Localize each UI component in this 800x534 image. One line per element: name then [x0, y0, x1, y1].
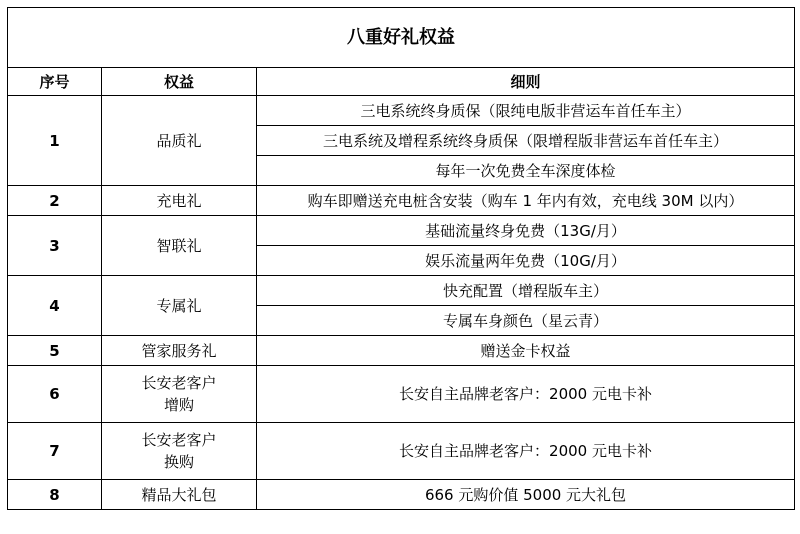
table-row	[8, 276, 795, 306]
row-index: 7	[8, 423, 102, 480]
table-row	[8, 423, 795, 480]
row-detail: 专属车身颜色（星云青）	[257, 306, 795, 336]
row-detail: 666 元购价值 5000 元大礼包	[257, 480, 795, 510]
header-benefit: 权益	[102, 68, 257, 96]
row-benefit	[102, 366, 257, 423]
header-row	[8, 68, 795, 96]
row-detail: 娱乐流量两年免费（10G/月）	[257, 246, 795, 276]
row-index: 1	[8, 96, 102, 186]
row-benefit-line: 换购	[163, 453, 194, 471]
header-index: 序号	[8, 68, 102, 96]
row-benefit: 充电礼	[102, 186, 257, 216]
table-title: 八重好礼权益	[8, 8, 795, 68]
row-benefit: 精品大礼包	[102, 480, 257, 510]
row-detail: 长安自主品牌老客户：2000 元电卡补	[257, 423, 795, 480]
row-detail: 每年一次免费全车深度体检	[257, 156, 795, 186]
row-benefit-line: 长安老客户	[141, 374, 217, 392]
row-benefit: 品质礼	[102, 96, 257, 186]
row-benefit-line: 长安老客户	[141, 431, 217, 449]
table-row	[8, 480, 795, 510]
row-detail: 赠送金卡权益	[257, 336, 795, 366]
row-index: 3	[8, 216, 102, 276]
table-row	[8, 366, 795, 423]
row-detail: 购车即赠送充电桩含安装（购车 1 年内有效，充电线 30M 以内）	[257, 186, 795, 216]
row-benefit	[102, 423, 257, 480]
row-index: 6	[8, 366, 102, 423]
benefits-table	[7, 7, 795, 510]
row-detail: 三电系统终身质保（限纯电版非营运车首任车主）	[257, 96, 795, 126]
row-detail: 长安自主品牌老客户：2000 元电卡补	[257, 366, 795, 423]
row-benefit: 智联礼	[102, 216, 257, 276]
table-row	[8, 336, 795, 366]
row-index: 5	[8, 336, 102, 366]
row-detail: 基础流量终身免费（13G/月）	[257, 216, 795, 246]
row-benefit: 专属礼	[102, 276, 257, 336]
table-row	[8, 96, 795, 126]
row-detail: 三电系统及增程系统终身质保（限增程版非营运车首任车主）	[257, 126, 795, 156]
row-detail: 快充配置（增程版车主）	[257, 276, 795, 306]
table-row	[8, 186, 795, 216]
header-detail: 细则	[257, 68, 795, 96]
row-index: 2	[8, 186, 102, 216]
row-index: 4	[8, 276, 102, 336]
row-benefit-line: 增购	[163, 396, 194, 414]
row-index: 8	[8, 480, 102, 510]
table-row	[8, 216, 795, 246]
row-benefit: 管家服务礼	[102, 336, 257, 366]
